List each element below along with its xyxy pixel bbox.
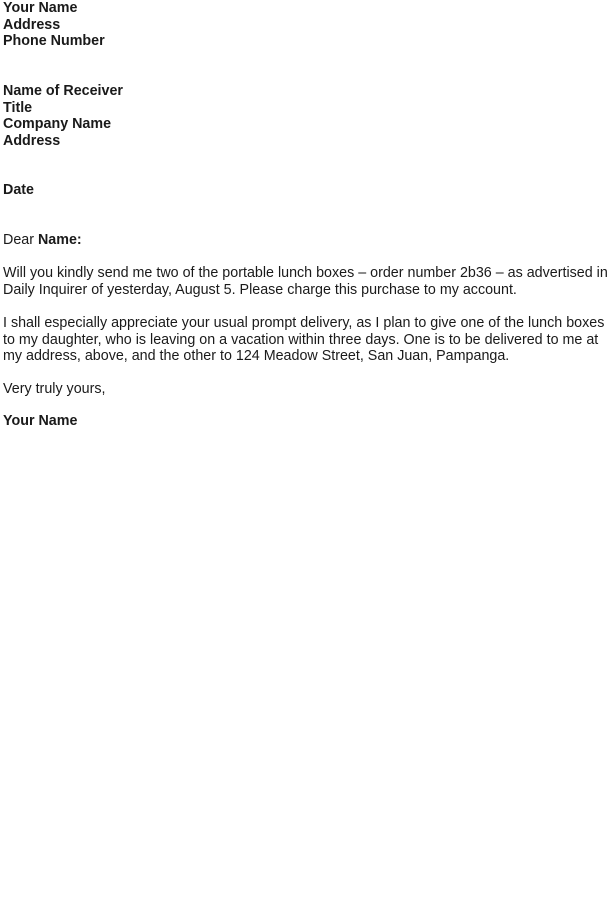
date-block xyxy=(3,182,34,199)
receiver-company: Company Name xyxy=(3,116,112,132)
receiver-address: Address xyxy=(3,132,61,149)
letter-date: Date xyxy=(3,182,34,198)
body-line: I shall especially appreciate your usual prompt delivery, as I plan to give one of the lunch boxes xyxy=(3,315,605,331)
sender-phone: Phone Number xyxy=(3,33,105,49)
sender-name: Your Name xyxy=(3,0,78,16)
body-line: Daily Inquirer of yesterday, August 5. Please charge this purchase to my account. xyxy=(3,281,517,298)
receiver-block xyxy=(3,83,123,149)
body-paragraph-2 xyxy=(3,315,604,365)
receiver-title: Title xyxy=(3,99,33,116)
closing xyxy=(3,381,106,398)
sender-address: Address xyxy=(3,16,61,33)
salutation xyxy=(3,232,82,249)
signature-block xyxy=(3,413,77,430)
body-line: Will you kindly send me two of the portable lunch boxes – order number 2b36 – as advertised in xyxy=(3,265,608,281)
sender-block xyxy=(3,0,105,50)
signature-name: Your Name xyxy=(3,413,78,429)
body-line: to my daughter, who is leaving on a vacation within three days. One is to be delivered to me at xyxy=(3,331,599,348)
body-line: my address, above, and the other to 124 Meadow Street, San Juan, Pampanga. xyxy=(3,348,510,364)
salutation-name: Name: xyxy=(37,232,82,248)
salutation-prefix: Dear xyxy=(3,232,38,248)
body-paragraph-1 xyxy=(3,265,608,298)
receiver-name: Name of Receiver xyxy=(3,83,123,99)
closing-text: Very truly yours, xyxy=(3,381,106,397)
